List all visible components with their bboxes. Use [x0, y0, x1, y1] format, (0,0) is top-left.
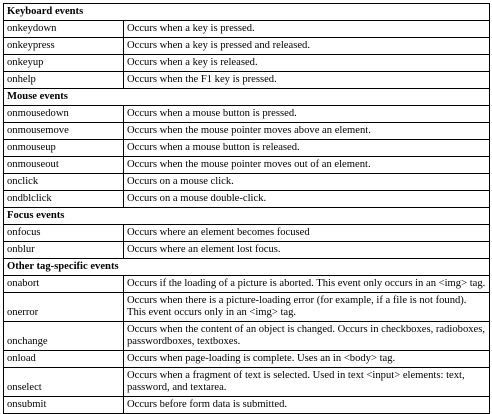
event-description: Occurs when there is a picture-loading error (for example, if a file is not found). This event occurs only in an <img> tag. [124, 293, 490, 322]
event-name: onerror [4, 293, 124, 322]
table-row [4, 225, 490, 242]
event-description: Occurs when a mouse button is pressed. [124, 106, 490, 123]
event-description: Occurs if the loading of a picture is aborted. This event only occurs in an <img> tag. [124, 276, 490, 293]
event-name: onkeyup [4, 55, 124, 72]
table-row [4, 242, 490, 259]
section-title: Focus events [4, 208, 490, 225]
table-row [4, 140, 490, 157]
event-description: Occurs when the mouse pointer moves above an element. [124, 123, 490, 140]
section-title: Mouse events [4, 89, 490, 106]
table-row [4, 351, 490, 368]
section-header-row [4, 208, 490, 225]
event-name: onmousemove [4, 123, 124, 140]
event-name: onkeypress [4, 38, 124, 55]
section-header-row [4, 4, 490, 21]
table-row [4, 174, 490, 191]
event-name: onhelp [4, 72, 124, 89]
event-description: Occurs when the content of an object is changed. Occurs in checkboxes, radioboxes, passwordboxes, textboxes. [124, 322, 490, 351]
table-row [4, 38, 490, 55]
table-row [4, 106, 490, 123]
event-description: Occurs before form data is submitted. [124, 397, 490, 414]
table-row [4, 368, 490, 397]
event-description: Occurs when a key is pressed. [124, 21, 490, 38]
event-name: onsubmit [4, 397, 124, 414]
event-name: ondblclick [4, 191, 124, 208]
event-description: Occurs when a fragment of text is selected. Used in text <input> elements: text, password, and textarea. [124, 368, 490, 397]
table-row [4, 72, 490, 89]
events-table-body [4, 4, 490, 414]
event-name: onmouseout [4, 157, 124, 174]
event-description: Occurs when a mouse button is released. [124, 140, 490, 157]
event-name: onchange [4, 322, 124, 351]
event-name: onfocus [4, 225, 124, 242]
table-row [4, 157, 490, 174]
section-title: Other tag-specific events [4, 259, 490, 276]
event-description: Occurs when a key is released. [124, 55, 490, 72]
event-description: Occurs when the F1 key is pressed. [124, 72, 490, 89]
table-row [4, 276, 490, 293]
event-description: Occurs where an element becomes focused [124, 225, 490, 242]
events-table [3, 3, 490, 414]
event-description: Occurs when a key is pressed and released. [124, 38, 490, 55]
event-name: onload [4, 351, 124, 368]
event-description: Occurs on a mouse click. [124, 174, 490, 191]
section-title: Keyboard events [4, 4, 490, 21]
table-row [4, 322, 490, 351]
event-description: Occurs when page-loading is complete. Uses an in <body> tag. [124, 351, 490, 368]
table-row [4, 293, 490, 322]
table-row [4, 21, 490, 38]
section-header-row [4, 89, 490, 106]
event-name: onabort [4, 276, 124, 293]
table-row [4, 191, 490, 208]
event-name: onkeydown [4, 21, 124, 38]
event-name: onselect [4, 368, 124, 397]
event-name: onmouseup [4, 140, 124, 157]
event-name: onblur [4, 242, 124, 259]
event-description: Occurs when the mouse pointer moves out of an element. [124, 157, 490, 174]
table-row [4, 55, 490, 72]
section-header-row [4, 259, 490, 276]
event-name: onclick [4, 174, 124, 191]
event-description: Occurs on a mouse double-click. [124, 191, 490, 208]
event-name: onmousedown [4, 106, 124, 123]
table-row [4, 123, 490, 140]
event-description: Occurs where an element lost focus. [124, 242, 490, 259]
